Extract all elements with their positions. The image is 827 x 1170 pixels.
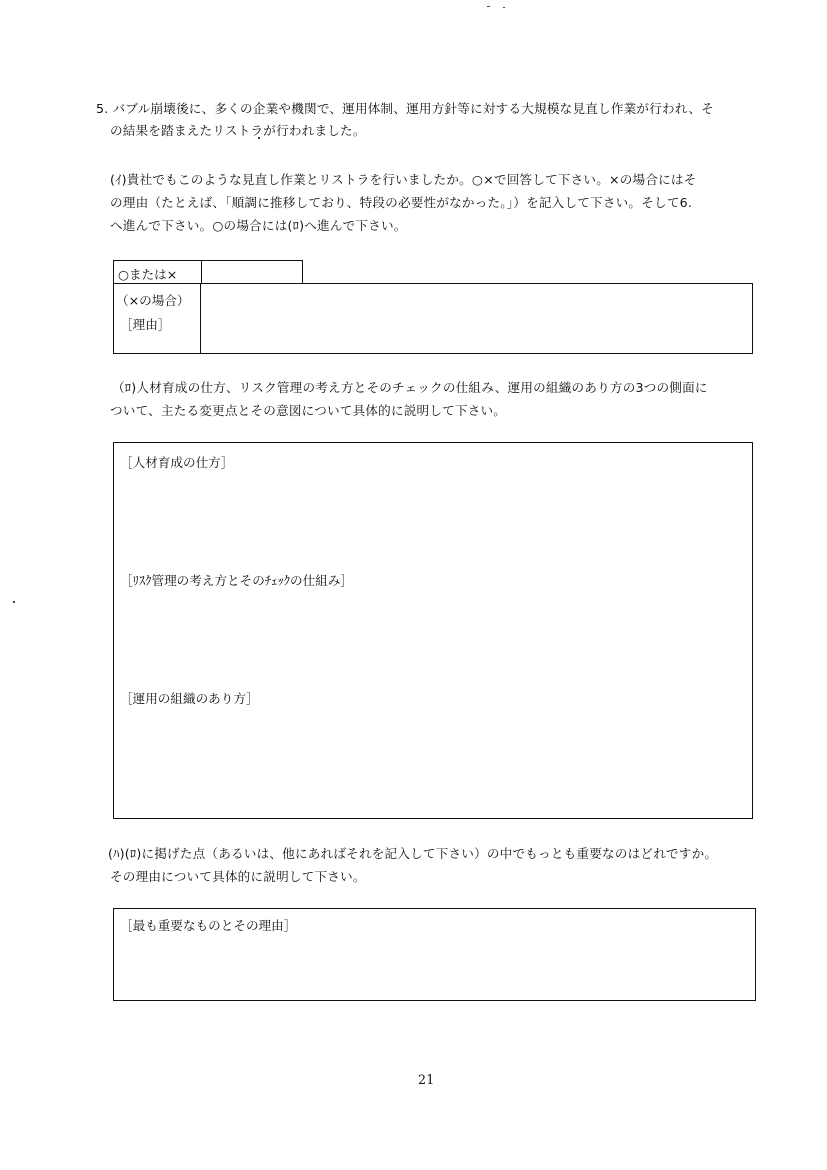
scan-speck — [487, 6, 490, 7]
reason-box — [113, 283, 753, 354]
question-5a-line-3: へ進んで下さい。○の場合には(ﾛ)へ進んで下さい。 — [110, 218, 407, 233]
reason-label: ［理由］ — [120, 317, 171, 332]
question-5b-line-2: ついて、主たる変更点とその意図について具体的に説明して下さい。 — [110, 403, 507, 418]
question-5c-line-2: その理由について具体的に説明して下さい。 — [110, 869, 366, 884]
circle-or-cross-label: ○または× — [118, 267, 178, 282]
question-5a-line-1: (ｲ)貴社でもこのような見直し作業とリストラを行いましたか。○×で回答して下さい。×の場合にはそ — [110, 172, 697, 187]
section-label-talent-development: ［人材育成の仕方］ — [120, 455, 234, 470]
question-5a-line-2: の理由（たとえば、「順調に推移しており、特段の必要性がなかった。」）を記入して下さい。そして6. — [110, 195, 693, 210]
page-number: 21 — [418, 1072, 435, 1087]
section-label-organization: ［運用の組織のあり方］ — [120, 691, 259, 706]
reason-label-if-cross: （×の場合） — [116, 293, 190, 308]
answer-box-5b[interactable] — [113, 442, 753, 819]
reason-box-divider — [200, 283, 201, 354]
question-5c-line-1: (ﾊ)(ﾛ)に掲げた点（あるいは、他にあればそれを記入して下さい）の中でもっとも重要なのはどれですか。 — [108, 846, 718, 861]
scan-speck — [503, 7, 505, 8]
question-5b-line-1: （ﾛ)人材育成の仕方、リスク管理の考え方とそのチェックの仕組み、運用の組織のあり方の3つの側面に — [112, 380, 708, 395]
circle-or-cross-answer-cell[interactable] — [201, 260, 303, 284]
most-important-label: ［最も重要なものとその理由］ — [120, 918, 297, 933]
question-5-intro-line-2: の結果を踏まえたリストラが行われました。 — [110, 123, 366, 138]
scan-speck — [13, 601, 15, 603]
question-5-intro-line-1: 5. バブル崩壊後に、多くの企業や機関で、運用体制、運用方針等に対する大規模な見直し作業が行われ、そ — [96, 101, 714, 116]
section-label-risk-management: ［ﾘｽｸ管理の考え方とそのﾁｪｯｸの仕組み］ — [120, 573, 353, 588]
